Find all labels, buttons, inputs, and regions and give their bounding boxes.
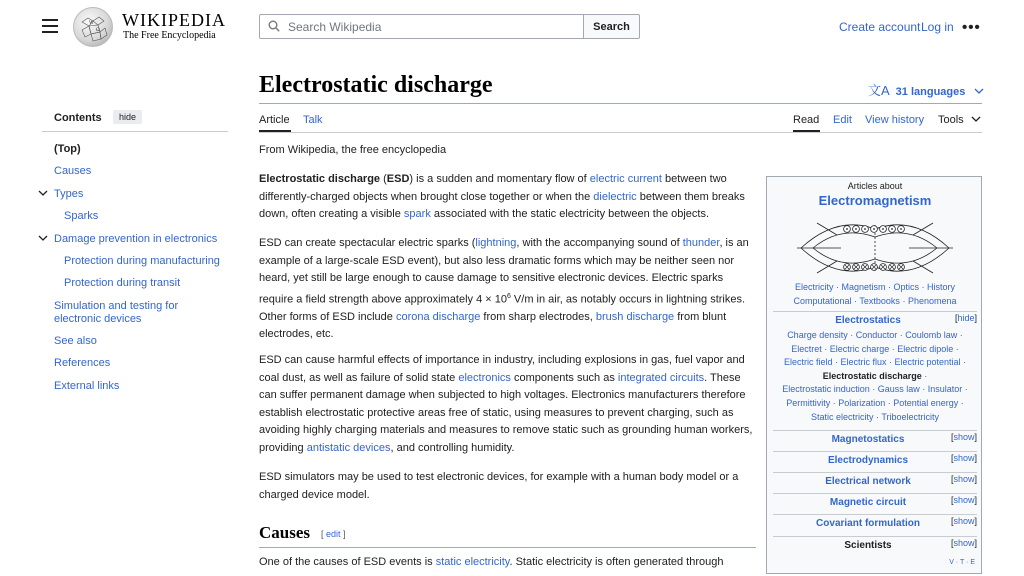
current-article: Electrostatic discharge — [822, 370, 922, 381]
infobox-link[interactable]: Electricity — [794, 282, 834, 292]
wikipedia-globe-logo[interactable] — [73, 7, 113, 47]
hide-toggle[interactable]: [hide] — [954, 313, 977, 323]
infobox-link[interactable]: Static electricity — [810, 411, 874, 422]
section-title[interactable]: Magnetostatics — [831, 434, 905, 445]
infobox-link[interactable]: Computational — [793, 295, 852, 306]
toc-item-references[interactable]: References — [54, 357, 111, 369]
toggle-link[interactable]: hide — [957, 313, 975, 323]
translate-icon: 文A — [868, 83, 890, 98]
text: , and controlling humidity. — [390, 441, 515, 454]
infobox-supertitle: Articles about — [847, 181, 903, 191]
search-button[interactable]: Search — [583, 14, 640, 39]
show-toggle[interactable]: [show] — [950, 495, 977, 505]
text: ESD can cause harmful effects of importance in industry, including explosions in gas, fuel vapor and coal dust, as well as failure of solid state — [259, 354, 745, 384]
toggle-link[interactable]: show — [953, 538, 975, 548]
toc-item-protection-manufacturing[interactable]: Protection during manufacturing — [64, 255, 220, 267]
paragraph-sparks — [259, 235, 759, 344]
text: components such as — [510, 371, 618, 384]
text: between two differently-charged objects when brought close together or when the — [259, 173, 727, 203]
text: V/m in air, as notably occurs in lightning strikes. Other forms of ESD include — [259, 293, 746, 323]
infobox-section-covariant-formulation — [773, 514, 977, 532]
infobox-link[interactable]: Optics — [893, 282, 920, 292]
show-toggle[interactable]: [show] — [950, 474, 977, 484]
search-icon — [268, 20, 280, 32]
infobox-link[interactable]: Insulator — [927, 384, 963, 395]
tabs-divider — [259, 132, 982, 133]
toc-item-sparks[interactable]: Sparks — [64, 210, 99, 222]
search-box[interactable] — [259, 14, 584, 39]
toggle-link[interactable]: show — [953, 432, 975, 442]
create-account-link[interactable]: Create account — [839, 20, 921, 34]
link-lightning[interactable]: lightning — [475, 237, 517, 249]
page-title: Electrostatic discharge — [259, 72, 493, 98]
tab-read[interactable]: Read — [793, 114, 820, 126]
infobox-link[interactable]: Electric field — [783, 357, 833, 368]
infobox-link[interactable]: Polarization — [838, 397, 886, 408]
text: ESD can create spectacular electric sparks ( — [259, 237, 476, 249]
text: . Static electricity is often generated through — [509, 556, 724, 568]
toggle-link[interactable]: show — [953, 516, 975, 526]
paragraph-intro — [259, 171, 759, 224]
section-heading-causes: Causes — [259, 523, 311, 542]
infobox-link[interactable]: Triboelectricity — [881, 411, 940, 422]
language-button[interactable] — [868, 80, 984, 99]
wikipedia-tagline: The Free Encyclopedia — [123, 30, 216, 41]
show-toggle[interactable]: [show] — [950, 516, 977, 526]
toc-item-damage-prevention[interactable]: Damage prevention in electronics — [54, 233, 218, 245]
toc-item-top[interactable]: (Top) — [54, 143, 81, 155]
text: ) is a sudden and momentary flow of — [409, 173, 590, 185]
section-title[interactable]: Covariant formulation — [816, 518, 920, 529]
section-divider — [259, 547, 756, 548]
link-dielectric[interactable]: dielectric — [593, 190, 637, 203]
infobox-link[interactable]: Charge density — [787, 330, 848, 340]
infobox-section-scientists — [773, 536, 977, 554]
electromagnetism-sidebar — [766, 176, 982, 574]
text: , with the accompanying sound of — [516, 237, 683, 249]
article-tagline: From Wikipedia, the free encyclopedia — [259, 144, 447, 156]
toc-item-see-also[interactable]: See also — [54, 335, 97, 347]
paragraph-causes — [259, 554, 759, 572]
infobox-title[interactable]: Electromagnetism — [818, 193, 932, 208]
infobox-link[interactable]: Electric potential — [894, 357, 961, 368]
infobox-link[interactable]: History — [927, 282, 956, 292]
infobox-section-electrical-network — [773, 472, 977, 490]
infobox-link[interactable]: Permittivity — [786, 397, 831, 408]
edit-link[interactable]: edit — [326, 529, 341, 539]
exponent: 6 — [506, 292, 511, 300]
tab-talk[interactable]: Talk — [303, 114, 323, 126]
link-brush-discharge[interactable]: brush discharge — [595, 310, 675, 323]
toc-item-simulation-line2[interactable]: electronic devices — [54, 313, 142, 325]
login-link[interactable]: Log in — [921, 20, 954, 34]
section-edit-link[interactable]: [ edit ] — [321, 529, 346, 539]
chevron-down-icon[interactable] — [38, 189, 48, 197]
text: , is an example of a large-scale ESD event), but also less dramatic forms which may be neither seen nor heard, yet still be large enough to cause damage to sensitive electronic devices. Electric sparks require a field strength above approximately 4 × 10 — [259, 237, 749, 306]
toc-hide-button[interactable]: hide — [113, 110, 142, 124]
infobox-link[interactable]: Electrostatic induction — [782, 384, 870, 395]
infobox-section-magnetostatics — [773, 430, 977, 448]
toggle-link[interactable]: show — [953, 453, 975, 463]
text: One of the causes of ESD events is — [259, 556, 436, 568]
infobox-section-magnetic-circuit — [773, 493, 977, 511]
svg-text:W: W — [89, 21, 94, 26]
chevron-down-icon[interactable] — [38, 234, 48, 242]
header — [0, 0, 1024, 56]
tab-edit[interactable]: Edit — [833, 114, 852, 126]
toc-item-protection-transit[interactable]: Protection during transit — [64, 277, 181, 289]
chevron-down-icon — [974, 87, 984, 95]
infobox-link[interactable]: Potential energy — [893, 397, 959, 408]
toc-header — [42, 110, 228, 132]
text: between them breaks down, often creating a visible — [259, 190, 745, 220]
text: from blunt electrodes, etc. — [259, 310, 727, 341]
bold-term: Electrostatic discharge — [259, 173, 381, 185]
tools-label: Tools — [938, 114, 964, 126]
bold-term: ESD — [386, 173, 410, 185]
electrostatics-links: Charge density · Conductor · Coulomb law · Electret · Electric charge · Electric dipole · Electric field · Electric flux · Electric potential · Electrostatic discharge · Electrostatic induction · Gauss law · Insulator · Permittivity · Polarization · Potential energy · Static electricity · Triboelectricity — [782, 330, 968, 422]
tab-view-history[interactable]: View history — [865, 114, 925, 126]
more-options-icon[interactable]: ••• — [962, 19, 981, 36]
section-title[interactable]: Magnetic circuit — [829, 497, 907, 508]
link-thunder[interactable]: thunder — [682, 237, 720, 249]
section-title[interactable]: Electrical network — [825, 476, 911, 487]
search-input[interactable] — [288, 18, 578, 36]
infobox-section-electrodynamics — [773, 451, 977, 469]
infobox-link[interactable]: Electric charge — [829, 343, 890, 354]
table-of-contents — [42, 110, 228, 132]
title-divider — [259, 103, 982, 104]
infobox-link[interactable]: Electric flux — [840, 357, 887, 368]
text: ( — [380, 173, 387, 185]
main-menu-icon[interactable] — [42, 19, 58, 33]
wikipedia-wordmark[interactable]: WIKIPEDIA — [122, 10, 226, 30]
navbox-vte-links[interactable]: V · T · E — [949, 559, 975, 566]
solenoid-field-diagram — [797, 215, 953, 281]
show-toggle[interactable]: [show] — [950, 453, 977, 463]
link-spark[interactable]: spark — [403, 208, 431, 220]
text: . These can suffer permanent damage when subjected to high voltages. Electronics manufacturers therefore establish electrostatic protective areas free of static, using measures to prevent charging, such as avoiding highly charging materials and measures to remove static such as grounding human workers, providing — [259, 371, 753, 454]
show-toggle[interactable]: [show] — [950, 432, 977, 442]
infobox-link[interactable]: Coulomb law — [905, 330, 958, 340]
infobox-section-electrostatics — [773, 311, 977, 329]
section-title[interactable]: Electrostatics — [835, 315, 901, 326]
language-count: 31 languages — [895, 86, 966, 98]
show-toggle[interactable]: [show] — [950, 538, 977, 548]
tools-menu[interactable] — [938, 114, 981, 126]
chevron-down-icon — [971, 115, 981, 123]
section-title[interactable]: Scientists — [844, 540, 892, 551]
toggle-link[interactable]: show — [953, 474, 975, 484]
toggle-link[interactable]: show — [953, 495, 975, 505]
link-electric-current[interactable]: electric current — [589, 173, 662, 185]
infobox-link[interactable]: Conductor — [855, 330, 898, 340]
toc-item-simulation-line1[interactable]: Simulation and testing for — [54, 300, 179, 312]
toc-item-types[interactable]: Types — [54, 188, 84, 200]
link-corona-discharge[interactable]: corona discharge — [395, 310, 481, 323]
infobox-link[interactable]: Phenomena — [907, 295, 957, 306]
link-electronics[interactable]: electronics — [458, 371, 511, 384]
toc-title: Contents — [54, 112, 102, 124]
text: associated with the static electricity between the objects. — [430, 208, 710, 220]
infobox-link[interactable]: Electret — [791, 343, 822, 354]
text: from sharp electrodes, — [480, 310, 596, 323]
infobox-link[interactable]: Magnetism — [841, 282, 886, 292]
svg-text:Ω: Ω — [96, 28, 100, 33]
toc-item-causes[interactable]: Causes — [54, 165, 92, 177]
infobox-topic-links: Electricity · Magnetism · Optics · History Computational · Textbooks · Phenomena — [793, 282, 957, 306]
link-antistatic-devices[interactable]: antistatic devices — [306, 441, 391, 454]
paragraph-simulators: ESD simulators may be used to test electronic devices, for example with a human body model or a charged device model. — [259, 471, 739, 501]
toc-item-external-links[interactable]: External links — [54, 380, 120, 392]
paragraph-harmful-effects — [259, 352, 759, 457]
tab-article[interactable]: Article — [259, 114, 290, 126]
infobox-link[interactable]: Textbooks — [859, 295, 900, 306]
infobox-link[interactable]: Electric dipole — [897, 343, 954, 354]
infobox-link[interactable]: Gauss law — [877, 384, 920, 395]
link-static-electricity[interactable]: static electricity — [435, 556, 510, 568]
link-integrated-circuits[interactable]: integrated circuits — [617, 371, 705, 384]
section-title[interactable]: Electrodynamics — [827, 455, 909, 466]
